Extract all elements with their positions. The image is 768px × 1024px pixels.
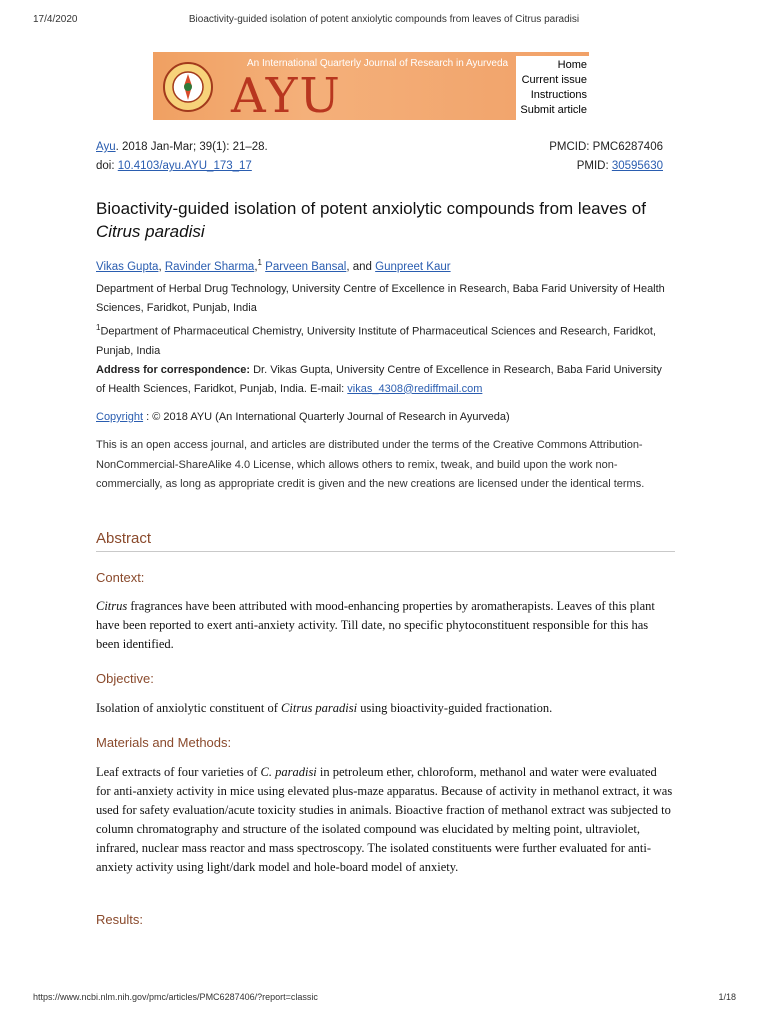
print-title: Bioactivity-guided isolation of potent anxiolytic compounds from leaves of Citrus paradisi xyxy=(188,14,580,25)
author-link[interactable]: Gunpreet Kaur xyxy=(375,260,451,273)
nav-home[interactable]: Home xyxy=(557,59,587,71)
journal-emblem-icon xyxy=(161,60,215,114)
author-link[interactable]: Parveen Bansal xyxy=(265,260,347,273)
nav-current-issue[interactable]: Current issue xyxy=(521,74,587,86)
page-number: 1/18 xyxy=(718,992,736,1002)
correspondence: Address for correspondence: Dr. Vikas Gupta, University Centre of Excellence in Research, Baba Farid University of Health Sciences, Faridkot, Punjab, India. E-mail: vikas_4308@rediffmail.com xyxy=(96,363,662,395)
context-heading: Context: xyxy=(96,570,145,585)
email-link[interactable]: vikas_4308@rediffmail.com xyxy=(347,382,483,395)
objective-text: Isolation of anxiolytic constituent of Citrus paradisi using bioactivity-guided fractionation. xyxy=(96,701,553,715)
abstract-heading: Abstract xyxy=(96,530,675,552)
copyright-line: Copyright : © 2018 AYU (An International Quarterly Journal of Research in Ayurveda) xyxy=(96,411,510,423)
title-main: Bioactivity-guided isolation of potent anxiolytic compounds from leaves of xyxy=(96,199,646,218)
copyright-link[interactable]: Copyright xyxy=(96,411,144,423)
page-url: https://www.ncbi.nlm.nih.gov/pmc/articles/PMC6287406/?report=classic xyxy=(33,992,318,1002)
journal-wordmark: AYU xyxy=(231,68,342,124)
pmid-link[interactable]: 30595630 xyxy=(611,160,663,172)
banner-tagline: An International Quarterly Journal of Research in Ayurveda xyxy=(247,58,509,69)
pmcid: PMCID: PMC6287406 xyxy=(549,141,663,153)
nav-submit-article[interactable]: Submit article xyxy=(520,104,587,116)
affiliation-0: Department of Herbal Drug Technology, University Centre of Excellence in Research, Baba Farid University of Health Sciences, Faridkot, Punjab, India xyxy=(96,283,665,314)
journal-nav xyxy=(516,56,589,120)
results-heading: Results: xyxy=(96,912,143,927)
nav-instructions[interactable]: Instructions xyxy=(530,89,587,101)
journal-banner xyxy=(153,52,589,124)
affiliation-marker: 1 xyxy=(257,258,262,267)
correspondence-label: Address for correspondence: xyxy=(96,363,251,376)
citation-right xyxy=(549,138,663,176)
context-text: Citrus fragrances have been attributed with mood-enhancing properties by aromatherapists. Leaves of this plant have been reported to exert anti-anxiety activity. Till date, no specific phytoconstituent responsible for this has been identified. xyxy=(96,599,655,651)
journal-link[interactable]: Ayu xyxy=(96,141,116,153)
issue-info: . 2018 Jan-Mar; 39(1): 21–28. xyxy=(115,141,268,153)
methods-text: Leaf extracts of four varieties of C. paradisi in petroleum ether, chloroform, methanol and water were evaluated for anti-anxiety activity in mice using elevated plus-maze apparatus. Because of activity in methanol extract, it was used for safety evaluation/acute toxicity studies in animals. Bioactive fraction of methanol extract was subjected to column chromatography and structure of the isolated compound was elucidated by melting point, ultraviolet, infrared, nuclear mass reactor and mass spectroscopy. The isolated constituents were further evaluated for anti-anxiety activity using light/dark model and hole-board model of anxiety. xyxy=(96,765,673,874)
doi-label: doi: xyxy=(96,160,118,172)
author-list: Vikas Gupta, Ravinder Sharma,$^1$ Parveen Bansal, and Gunpreet Kaur xyxy=(96,258,451,273)
article-title xyxy=(96,197,676,243)
author-link[interactable]: Ravinder Sharma xyxy=(164,260,255,273)
title-italic: Citrus paradisi xyxy=(96,222,205,241)
pmid-label: PMID: xyxy=(576,160,612,172)
affiliation-1: $^1$Department of Pharmaceutical Chemistry, University Institute of Pharmaceutical Sciences and Research, Faridkot, Punjab, India xyxy=(96,323,656,357)
print-date: 17/4/2020 xyxy=(33,14,78,25)
license-text: This is an open access journal, and articles are distributed under the terms of the Creative Commons Attribution-NonCommercial-ShareAlike 4.0 License, which allows others to remix, tweak, and build upon the work non-commercially, as long as appropriate credit is given and the new creations are licensed under the identical terms. xyxy=(96,439,645,490)
affiliations xyxy=(96,280,674,399)
objective-heading: Objective: xyxy=(96,671,154,686)
methods-heading: Materials and Methods: xyxy=(96,735,232,750)
author-link[interactable]: Vikas Gupta xyxy=(96,260,159,273)
citation-block xyxy=(96,138,663,176)
doi-link[interactable]: 10.4103/ayu.AYU_173_17 xyxy=(117,160,252,172)
